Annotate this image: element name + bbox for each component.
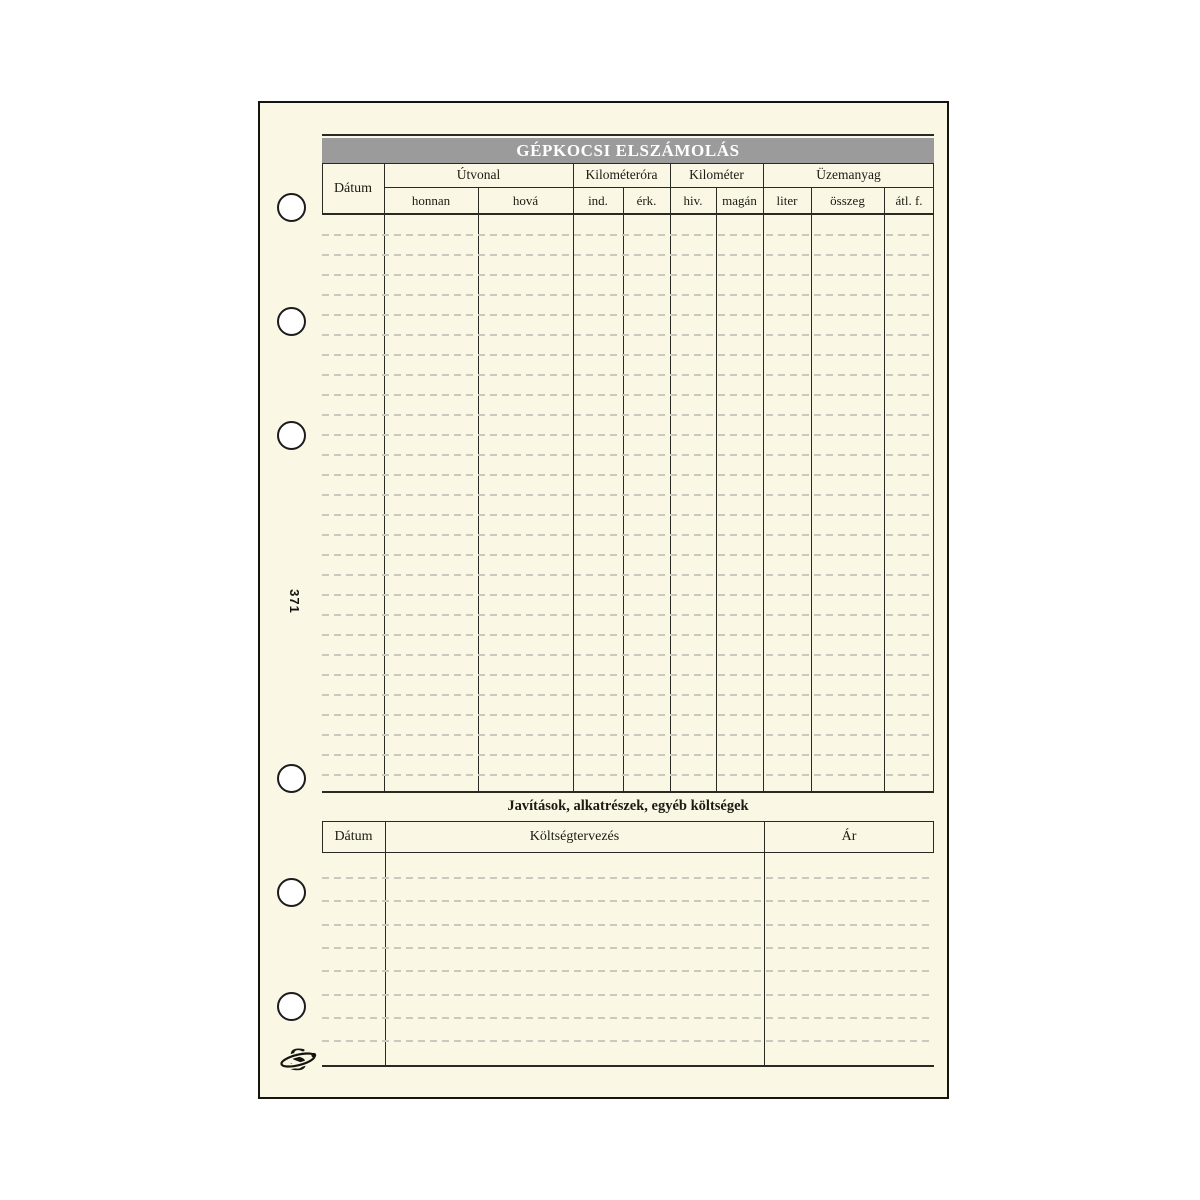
row-line [322,970,934,972]
row-line [322,774,934,776]
column-divider [763,215,764,792]
col-group-kilometers: Kilométer [689,167,744,182]
trip-table [322,134,934,794]
row-line [322,734,934,736]
row-line [322,394,934,396]
row-line [322,454,934,456]
column-divider [811,187,812,792]
punch-hole [277,307,306,336]
page-number-text: 371 [286,588,302,614]
row-line [322,234,934,236]
column-divider [623,187,624,792]
col-header-to: hová [512,193,539,208]
table-title: GÉPKOCSI ELSZÁMOLÁS [516,140,740,160]
table-title-bar [322,138,934,163]
row-line [322,554,934,556]
row-line [322,654,934,656]
costs-col-header-date: Dátum [334,829,373,844]
table-top-rule [322,134,934,136]
row-line [322,1017,934,1019]
col-header-fuel-amount: összeg [830,193,865,208]
row-line [322,474,934,476]
column-divider [716,187,717,792]
row-line [322,877,934,879]
row-line [322,994,934,996]
column-divider [478,187,479,792]
col-header-from: honnan [411,193,451,208]
col-header-km-official: hiv. [683,193,703,208]
costs-table-title: Javítások, alkatrészek, egyéb költségek [507,797,749,814]
row-line [322,674,934,676]
page-number [276,581,312,621]
punch-hole [277,193,306,222]
punch-hole [277,421,306,450]
column-divider [764,822,765,1065]
row-line [322,274,934,276]
row-line [322,714,934,716]
row-line [322,1040,934,1042]
row-line [322,414,934,416]
col-header-fuel-average: átl. f. [895,193,923,208]
row-line [322,354,934,356]
row-line [322,924,934,926]
col-group-odometer: Kilométeróra [585,167,658,182]
costs-col-header-item: Költségtervezés [529,829,620,844]
column-divider [933,163,934,792]
costs-table [322,792,934,1068]
row-line [322,294,934,296]
row-line [322,634,934,636]
costs-table-bottom-rule [322,1065,934,1067]
row-line [322,334,934,336]
row-line [322,947,934,949]
column-divider [670,215,671,792]
row-line [322,434,934,436]
svg-text:S: S [288,1042,308,1078]
col-header-fuel-liters: liter [776,193,798,208]
row-line [322,594,934,596]
column-divider [573,215,574,792]
organizer-page [258,101,949,1099]
punch-hole [277,878,306,907]
column-divider [385,822,386,1065]
costs-col-header-price: Ár [841,829,857,844]
row-line [322,574,934,576]
col-header-date: Dátum [333,181,373,196]
col-header-km-private: magán [722,193,757,208]
row-line [322,254,934,256]
row-line [322,314,934,316]
col-header-odometer-arrive: érk. [636,193,657,208]
row-line [322,534,934,536]
row-line [322,614,934,616]
row-line [322,900,934,902]
punch-hole [277,764,306,793]
row-line [322,494,934,496]
row-line [322,694,934,696]
col-header-odometer-start: ind. [588,193,608,208]
row-line [322,514,934,516]
punch-hole [277,992,306,1021]
row-line [322,374,934,376]
col-group-route: Útvonal [456,167,501,182]
row-line [322,754,934,756]
column-divider [884,187,885,792]
col-group-fuel: Üzemanyag [816,167,881,182]
column-divider [384,163,385,792]
saturn-ringed-s-logo-icon [278,1039,318,1079]
